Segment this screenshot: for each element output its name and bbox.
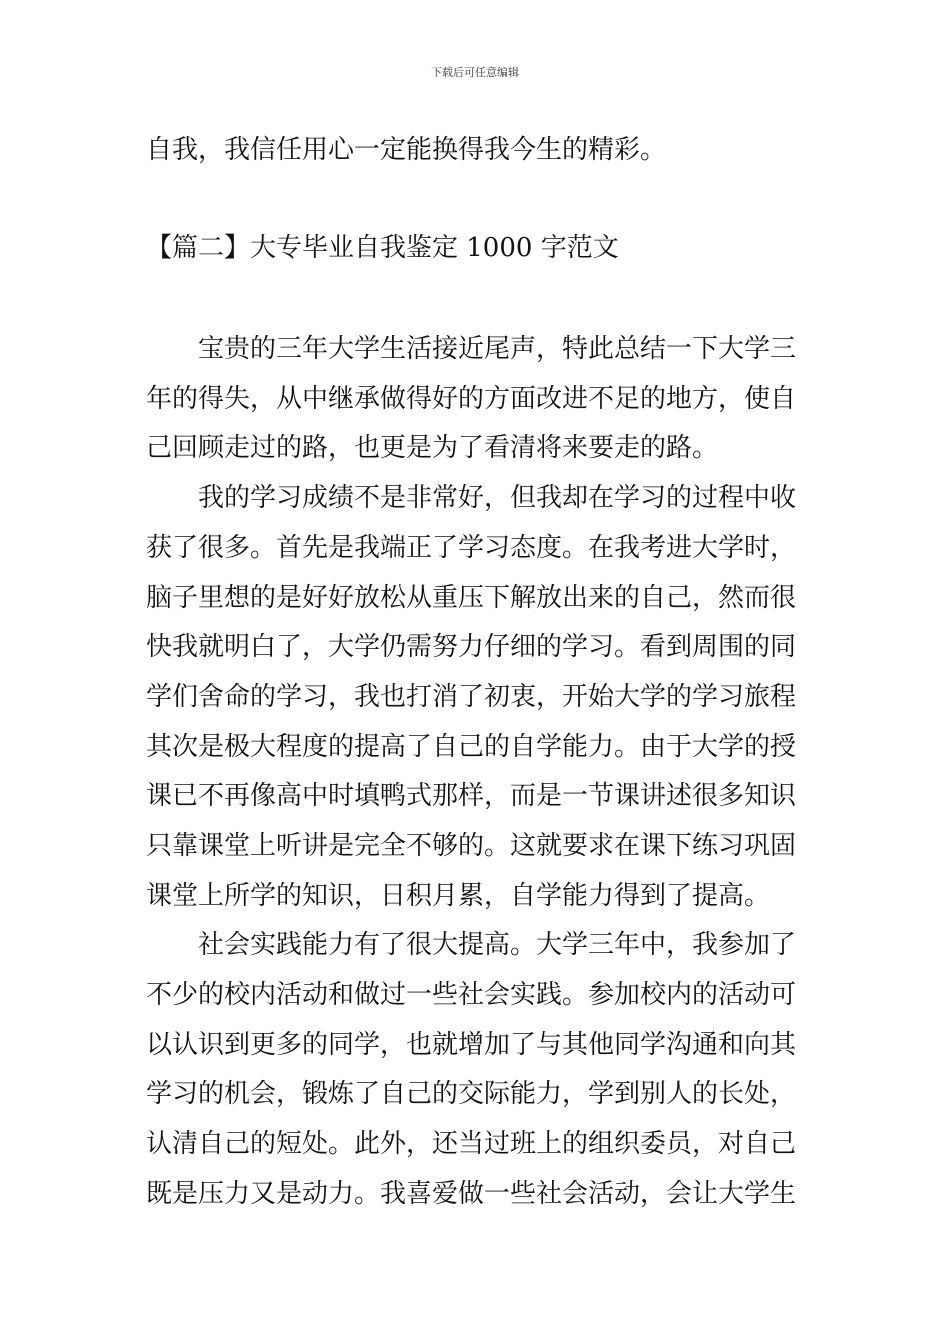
section-title: 【篇二】大专毕业自我鉴定 1000 字范文 [146,233,619,263]
paragraph-line: 获了很多。首先是我端正了学习态度。在我考进大学时， [146,533,797,563]
page-header: 下载后可任意编辑 [431,66,519,79]
paragraph-line: 学习的机会，锻炼了自己的交际能力，学到别人的长处， [146,1079,797,1109]
paragraph-line: 只靠课堂上听讲是完全不够的。这就要求在课下练习巩固 [146,831,797,861]
paragraph-line: 己回顾走过的路，也更是为了看清将来要走的路。 [146,433,719,463]
paragraph-line: 脑子里想的是好好放松从重压下解放出来的自己，然而很 [146,583,797,613]
paragraph-line: 学们舍命的学习，我也打消了初衷，开始大学的学习旅程 [146,682,797,712]
paragraph-line: 课堂上所学的知识，日积月累，自学能力得到了提高。 [146,881,771,911]
paragraph-line: 社会实践能力有了很大提高。大学三年中，我参加了 [198,930,797,960]
paragraph-line: 宝贵的三年大学生活接近尾声，特此总结一下大学三 [198,334,797,364]
closing-line: 自我，我信任用心一定能换得我今生的精彩。 [146,135,667,165]
paragraph-line: 课已不再像高中时填鸭式那样，而是一节课讲述很多知识 [146,781,797,811]
paragraph-line: 其次是极大程度的提高了自己的自学能力。由于大学的授 [146,732,797,762]
paragraph-line: 年的得失，从中继承做得好的方面改进不足的地方，使自 [146,384,797,414]
paragraph-line: 我的学习成绩不是非常好，但我却在学习的过程中收 [198,483,797,513]
paragraph-line: 既是压力又是动力。我喜爱做一些社会活动，会让大学生 [146,1179,797,1209]
paragraph-line: 认清自己的短处。此外，还当过班上的组织委员，对自己 [146,1129,797,1159]
paragraph-line: 不少的校内活动和做过一些社会实践。参加校内的活动可 [146,980,797,1010]
paragraph-line: 快我就明白了，大学仍需努力仔细的学习。看到周围的同 [146,632,797,662]
paragraph-line: 以认识到更多的同学，也就增加了与其他同学沟通和向其 [146,1030,797,1060]
